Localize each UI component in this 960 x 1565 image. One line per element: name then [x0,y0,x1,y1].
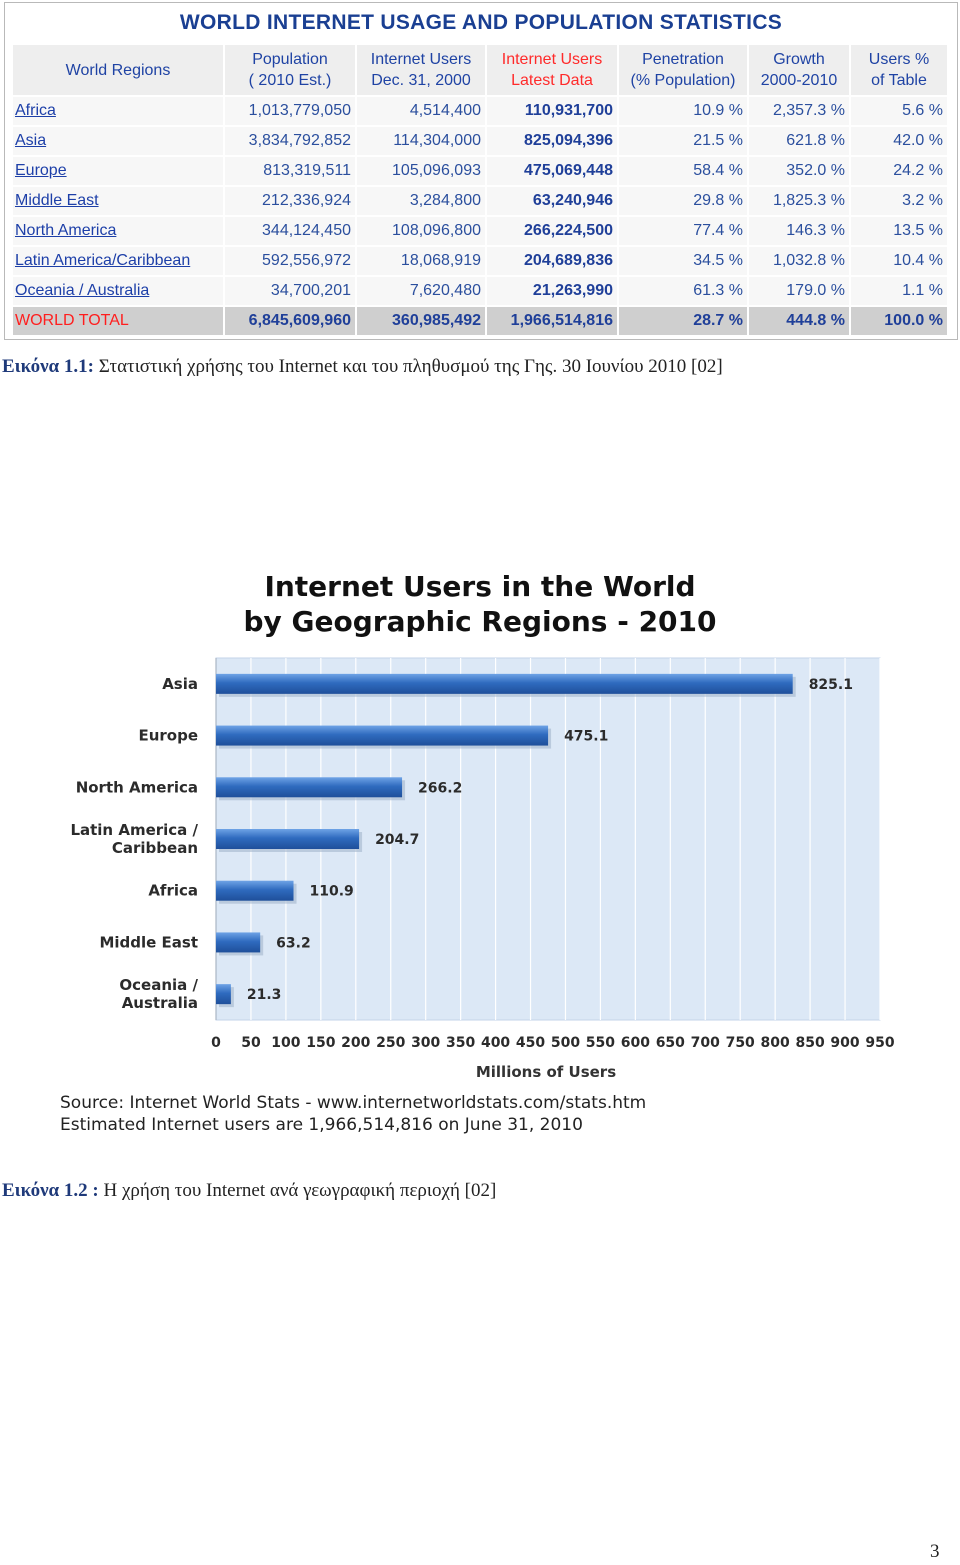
plot-area [70,658,894,1051]
table-cell-penetration: 58.4 % [619,157,747,185]
column-header-line: World Regions [65,61,171,79]
table-cell-penetration: 77.4 % [619,217,747,245]
region-name: WORLD TOTAL [15,312,129,329]
x-tick-label: 50 [241,1035,261,1051]
region-name: Asia [15,132,47,149]
column-header-line: Users % [868,51,930,68]
category-label: Africa [148,881,198,900]
x-tick-label: 600 [620,1035,650,1051]
region-link[interactable] [13,217,223,245]
x-tick-label: 550 [585,1035,616,1051]
chart-source-line-2: Estimated Internet users are 1,966,514,816 on June 31, 2010 [60,1115,583,1135]
x-tick-label: 850 [795,1035,825,1051]
statistics-table-figure [4,2,958,340]
column-header [357,45,485,95]
table-cell-population: 34,700,201 [225,277,355,305]
category-label: Oceania / [119,976,198,995]
x-tick-label: 300 [411,1035,441,1051]
table-row [13,247,947,275]
table-cell-population: 592,556,972 [225,247,355,275]
column-header [225,45,355,95]
category-label: Latin America / [70,821,198,839]
column-header-line: Population [252,51,328,68]
caption-text: Η χρήση του Internet ανά γεωγραφική περιοχή [02] [98,1180,497,1201]
table-cell-population: 6,845,609,960 [225,307,355,335]
region-name: Africa [15,102,56,119]
bar [216,829,359,849]
category-label: Middle East [99,933,198,952]
table-cell-users-latest: 266,224,500 [487,217,617,245]
table-cell-users-2000: 360,985,492 [357,307,485,335]
chart-source-line-1: Source: Internet World Stats - www.internetworldstats.com/stats.htm [60,1093,647,1113]
x-tick-label: 950 [865,1035,895,1051]
table-cell-population: 813,319,511 [225,157,355,185]
x-tick-label: 500 [550,1035,581,1051]
caption-label: Εικόνα 1.1: [2,356,94,377]
table-cell-users-latest: 21,263,990 [487,277,617,305]
column-header-line: (% Population) [630,72,736,89]
region-link[interactable] [13,277,223,305]
column-header-line: Internet Users [501,51,603,68]
region-link[interactable] [13,247,223,275]
region-link[interactable] [13,97,223,125]
column-header [487,45,617,95]
table-cell-users-latest: 204,689,836 [487,247,617,275]
category-label: Asia [162,674,198,693]
bar-value-label: 21.3 [246,987,282,1004]
column-header [13,45,223,95]
x-tick-label: 900 [830,1035,860,1051]
bar [216,726,548,746]
bar [216,932,260,952]
table-cell-population: 344,124,450 [225,217,355,245]
table-cell-users-2000: 4,514,400 [357,97,485,125]
bar-value-label: 204.7 [375,832,420,848]
x-axis-label: Millions of Users [475,1063,617,1081]
bar-value-label: 110.9 [309,883,354,900]
chart-title-line-1: Internet Users in the World [264,570,696,603]
x-tick-label: 200 [341,1035,371,1051]
table-cell-users-2000: 7,620,480 [357,277,485,305]
table-row [13,187,947,215]
table-cell-penetration: 61.3 % [619,277,747,305]
x-tick-label: 100 [271,1035,301,1051]
table-title: WORLD INTERNET USAGE AND POPULATION STATISTICS [179,11,783,34]
table-cell-users-2000: 18,068,919 [357,247,485,275]
table-cell-share: 3.2 % [851,187,947,215]
table-cell-penetration: 28.7 % [619,307,747,335]
table-row [13,97,947,125]
table-cell-share: 13.5 % [851,217,947,245]
region-link[interactable] [13,187,223,215]
table-cell-users-latest: 63,240,946 [487,187,617,215]
region-link[interactable] [13,157,223,185]
table-cell-growth: 1,825.3 % [749,187,849,215]
table-row [13,157,947,185]
table-cell-population: 1,013,779,050 [225,97,355,125]
internet-users-bar-chart [40,560,920,1140]
table-cell-penetration: 29.8 % [619,187,747,215]
category-label: Australia [121,994,198,1013]
caption-text: Στατιστική χρήσης του Internet και του πληθυσμού της Γης. 30 Ιουνίου 2010 [02] [94,356,723,377]
column-header-line: Penetration [642,51,724,68]
table-cell-users-latest: 825,094,396 [487,127,617,155]
table-cell-share: 5.6 % [851,97,947,125]
table-cell-population: 3,834,792,852 [225,127,355,155]
x-tick-label: 650 [655,1035,685,1051]
x-tick-label: 700 [690,1035,720,1051]
region-name: Oceania / Australia [15,282,150,299]
table-header-row [13,45,947,95]
caption-label: Εικόνα 1.2 : [2,1180,99,1201]
table-cell-growth: 621.8 % [749,127,849,155]
x-tick-label: 400 [480,1035,511,1051]
table-cell-growth: 1,032.8 % [749,247,849,275]
category-label: Europe [138,726,198,745]
x-tick-label: 800 [760,1035,790,1051]
table-row [13,277,947,305]
table-cell-users-2000: 108,096,800 [357,217,485,245]
bar-value-label: 63.2 [276,935,311,952]
table-cell-users-2000: 114,304,000 [357,127,485,155]
region-name: Europe [15,162,67,179]
table-row [13,217,947,245]
bar-value-label: 825.1 [808,676,853,693]
x-tick-label: 450 [515,1035,546,1051]
table-cell-users-latest: 1,966,514,816 [487,307,617,335]
figure-2-caption [2,1180,496,1202]
table-cell-share: 10.4 % [851,247,947,275]
column-header [851,45,947,95]
table-cell-users-2000: 3,284,800 [357,187,485,215]
table-cell-growth: 179.0 % [749,277,849,305]
region-name: North America [15,222,117,239]
bar [216,984,231,1004]
column-header [749,45,849,95]
table-cell-users-2000: 105,096,093 [357,157,485,185]
table-row [13,127,947,155]
x-tick-label: 350 [446,1035,476,1051]
table-cell-users-latest: 475,069,448 [487,157,617,185]
bar [216,777,402,797]
column-header [619,45,747,95]
x-tick-label: 750 [725,1035,755,1051]
chart-title-line-2: by Geographic Regions - 2010 [243,605,717,638]
region-link[interactable] [13,127,223,155]
category-label: Caribbean [111,839,198,857]
table-cell-share: 24.2 % [851,157,947,185]
bar [216,674,793,694]
table-cell-users-latest: 110,931,700 [487,97,617,125]
region-name: Latin America/Caribbean [15,252,191,269]
table-cell-share: 42.0 % [851,127,947,155]
table-body [13,97,947,335]
column-header-line: Growth [773,51,825,68]
column-header-line: Latest Data [511,72,593,89]
table-cell-growth: 352.0 % [749,157,849,185]
table-cell-penetration: 21.5 % [619,127,747,155]
statistics-table [11,43,949,337]
column-header-line: Internet Users [370,51,472,68]
total-label [13,307,223,335]
column-header-line: ( 2010 Est.) [248,72,332,89]
column-header-line: 2000-2010 [760,72,838,89]
category-label: North America [75,778,198,797]
table-total-row [13,307,947,335]
table-cell-growth: 146.3 % [749,217,849,245]
table-cell-growth: 2,357.3 % [749,97,849,125]
x-tick-label: 250 [376,1035,406,1051]
region-name: Middle East [15,192,99,209]
page-number: 3 [930,1541,940,1562]
table-cell-population: 212,336,924 [225,187,355,215]
bar-value-label: 475.1 [564,728,609,745]
bar [216,881,294,901]
x-tick-label: 150 [306,1035,336,1051]
column-header-line: of Table [871,72,927,89]
table-cell-growth: 444.8 % [749,307,849,335]
bar-value-label: 266.2 [418,780,463,797]
table-cell-share: 100.0 % [851,307,947,335]
column-header-line: Dec. 31, 2000 [371,72,471,89]
table-cell-share: 1.1 % [851,277,947,305]
x-tick-label: 0 [211,1035,221,1051]
figure-1-caption [2,356,723,378]
table-cell-penetration: 34.5 % [619,247,747,275]
table-cell-penetration: 10.9 % [619,97,747,125]
